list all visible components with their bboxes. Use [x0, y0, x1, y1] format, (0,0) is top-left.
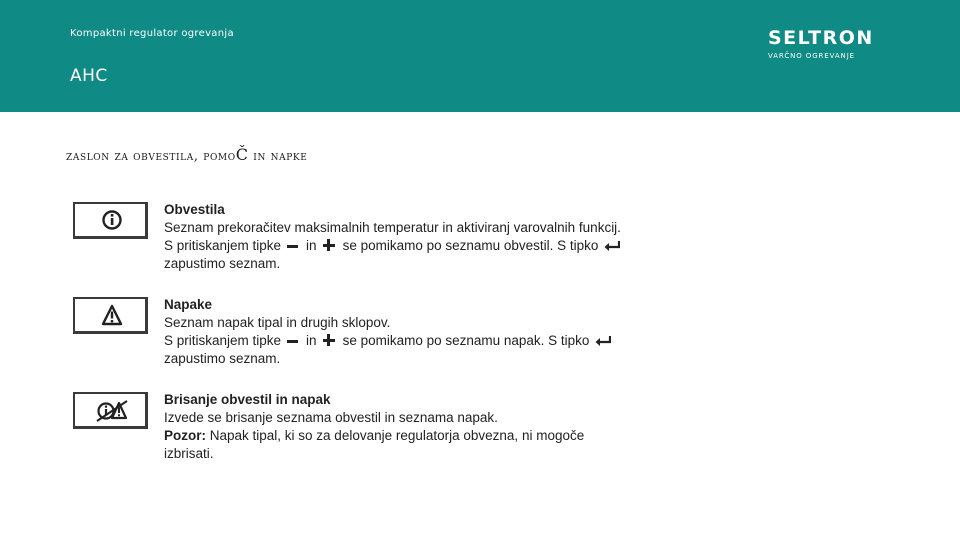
section-heading: [66, 145, 307, 164]
entry-line-2: [164, 427, 674, 445]
seltron-logo: [768, 28, 896, 62]
logo-name: SELTRON: [768, 27, 874, 49]
entry-line-1: Seznam napak tipal in drugih sklopov.: [164, 315, 391, 330]
entry-line-3: izbrisati.: [164, 446, 214, 461]
entry-line-2-a: S pritiskanjem tipke: [164, 333, 282, 348]
header-subtitle: Kompaktni regulator ogrevanja: [70, 28, 234, 39]
section-heading-part-c: in napke: [248, 149, 308, 164]
entry-text: [164, 201, 674, 273]
entry-line-3: zapustimo seznam.: [164, 351, 281, 366]
logo-tagline: VARČNO OGREVANJE: [768, 52, 855, 60]
entry-line-2-rest: Napak tipal, ki so za delovanje regulatorja obvezna, ni mogoče: [206, 428, 585, 443]
entry-line-1: Seznam prekoračitev maksimalnih temperatur in aktiviranj varovalnih funkcij.: [164, 220, 621, 235]
return-key-icon: [604, 240, 620, 252]
info-circle-icon: [73, 202, 148, 239]
entry-line-3: zapustimo seznam.: [164, 256, 281, 271]
entry-line-2-a: S pritiskanjem tipke: [164, 238, 282, 253]
page-title: AHC: [70, 66, 108, 86]
entry-title: Napake: [164, 297, 213, 312]
return-key-icon: [595, 335, 611, 347]
entry-line-2-c: se pomikamo po seznamu napak. S tipko: [342, 333, 590, 348]
entry-line-2-c: se pomikamo po seznamu obvestil. S tipko: [342, 238, 599, 253]
entry-brisanje: [72, 391, 672, 471]
warning-label: Pozor:: [164, 428, 206, 443]
entry-obvestila: [72, 201, 672, 281]
entry-text: [164, 391, 674, 463]
plus-key-icon: [323, 334, 335, 346]
plus-key-icon: [323, 239, 335, 251]
entry-line-2-b: in: [306, 333, 317, 348]
entry-line-2: [164, 332, 674, 350]
clear-messages-icon: [73, 392, 148, 429]
entry-line-2: [164, 237, 674, 255]
minus-key-icon: [287, 340, 298, 343]
header-banner: [0, 0, 960, 112]
entry-title: Brisanje obvestil in napak: [164, 392, 331, 407]
section-heading-part-a: zaslon za obvestila, pomo: [66, 149, 236, 164]
entry-line-1: Izvede se brisanje seznama obvestil in seznama napak.: [164, 410, 498, 425]
section-heading-part-b: Č: [235, 145, 249, 164]
entry-title: Obvestila: [164, 202, 225, 217]
entry-napake: [72, 296, 672, 376]
warning-triangle-icon: [73, 297, 148, 334]
entry-text: [164, 296, 674, 368]
entry-line-2-b: in: [306, 238, 317, 253]
minus-key-icon: [287, 245, 298, 248]
